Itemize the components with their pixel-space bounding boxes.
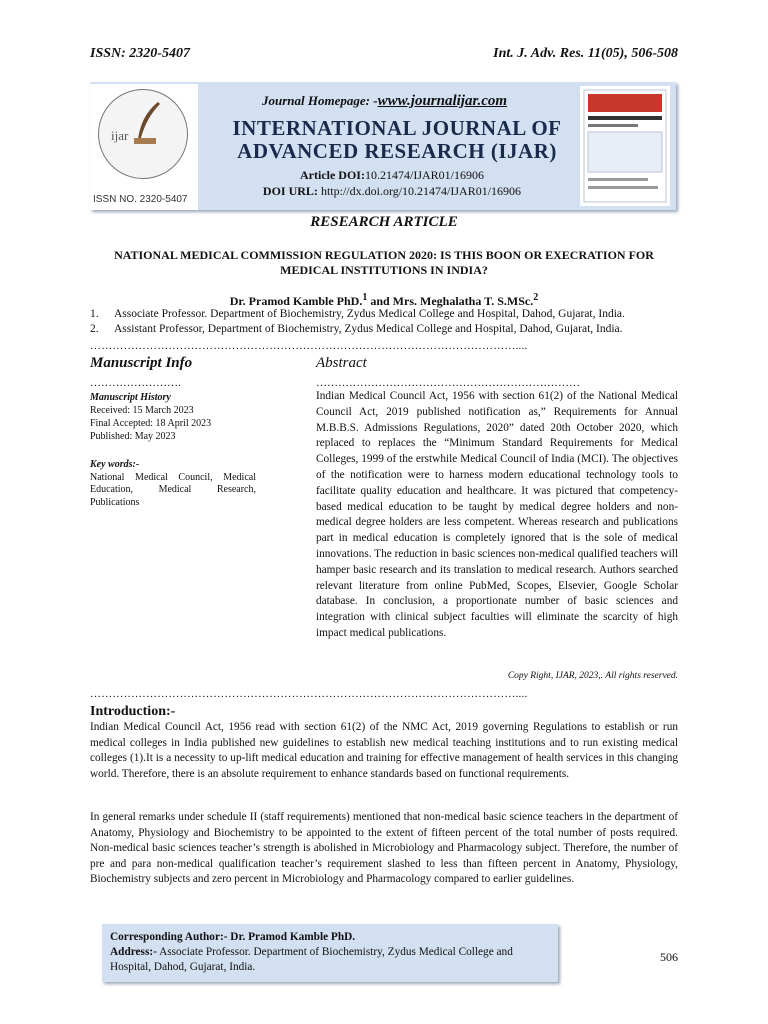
copyright-notice: Copy Right, IJAR, 2023,. All rights reserved. xyxy=(507,671,678,681)
keywords: Key words:- National Medical Council, Medical Education, Medical Research, Publications xyxy=(90,459,256,508)
doi-link[interactable]: http://dx.doi.org/10.21474/IJAR01/16906 xyxy=(320,184,522,198)
corresponding-author: Corresponding Author:- Dr. Pramod Kamble PhD. xyxy=(110,931,356,943)
citation-header: Int. J. Adv. Res. 11(05), 506-508 xyxy=(493,46,678,61)
logo-issn: ISSN NO. 2320-5407 xyxy=(93,194,188,205)
page-number: 506 xyxy=(660,950,678,964)
article-type: RESEARCH ARTICLE xyxy=(310,214,458,230)
homepage-link[interactable]: www.journalijar.com xyxy=(377,93,508,109)
author-line: Dr. Pramod Kamble PhD.$^1$ and Mrs. Meghalatha T. S.MSc.$^2$ xyxy=(229,292,539,308)
manuscript-history: Manuscript History Received: 15 March 2023 Final Accepted: 18 April 2023 Published: May 2023 xyxy=(90,392,212,442)
separator-dots: …………………………………………………………………………………………………….... xyxy=(90,340,528,352)
separator-dots: ……………………. xyxy=(90,377,181,389)
article-doi: Article DOI:10.21474/IJAR01/16906 xyxy=(300,168,484,182)
paragraph: Indian Medical Council Act, 1956 read with section 61(2) of the NMC Act, 2019 governing Regulations to establish or run medical colleges in India published new guidelines to establish new medical teaching institutions and to run existing medical colleges (1).It is a necessity to up-lift medical education and training for effective management of health services in this changing world. Therefore, there is an absolute requirement to enhance standards based on functional requirements. xyxy=(90,721,678,780)
journal-title: INTERNATIONAL JOURNAL OF ADVANCED RESEARCH (IJAR) xyxy=(232,116,562,163)
author-address: Address:- Associate Professor. Department of Biochemistry, Zydus Medical College and Hospital, Dahod, Gujarat, India. xyxy=(110,946,513,973)
introduction-heading: Introduction:- xyxy=(90,704,176,719)
journal-cover-thumbnail xyxy=(580,86,670,206)
manuscript-info-heading: Manuscript Info xyxy=(90,355,193,371)
journal-homepage: Journal Homepage: -www.journalijar.com xyxy=(262,93,508,109)
paragraph: In general remarks under schedule II (staff requirements) mentioned that non-medical basic science teachers in the department of Anatomy, Physiology and Biochemistry to be appointed to the extent of fifteen percent of the total number of posts required. Non-medical basic sciences teacher’s strength is abolished in Microbiology and Pharmacology subject. Therefore, the number of pre and para non-medical qualification teacher’s requirement slashed to less than fifteen percent in Anatomy, Physiology, Biochemistry subjects and zero percent in Microbiology and Pharmacology compared to earlier guidelines. xyxy=(90,811,678,886)
abstract-heading: Abstract xyxy=(316,355,367,371)
separator-dots: ……………………………………………………………… xyxy=(316,377,580,389)
issn-header: ISSN: 2320-5407 xyxy=(90,46,190,61)
article-title: NATIONAL MEDICAL COMMISSION REGULATION 2020: IS THIS BOON OR EXECRATION FOR MEDICAL INSTITUTIONS IN INDIA? xyxy=(114,248,654,277)
cover-image-icon xyxy=(580,86,670,206)
abstract-text: Indian Medical Council Act, 1956 with section 61(2) of the National Medical Council Act, 2019 published notification as,” Requirements for Annual M.B.B.S. Admissions Regulations, 2020” dated 20th October 2020, which replaced to replaces the “Minimum Standard Requirements for Medical Colleges, 1999 of the erstwhile Medical Council of India (MCI). The objectives of the notification were to harness modern educational technology tools to facilitate quality education and healthcare. It was pictured that competency-based medical education to be taught by medical degree holders and non-medical degree holders are less competent. Whereas research and publications part in medical education is completely ignored that is the sole of medical innovations. The reduction in basic sciences non-medical qualified teachers will hamper basic research and its translation to medical research. Authors searched relevant literature from online PubMed, Scopes, Elsevier, Google Scholar database. In conclusion, a proportionate number of basic sciences and integration with clinical subject faculties will eliminate the scarcity of high impact medical publications. xyxy=(316,390,678,639)
corresponding-author-box xyxy=(102,924,558,982)
logo-wordmark: ijar xyxy=(111,128,129,143)
running-header xyxy=(90,46,678,64)
affiliation-1: 1. Associate Professor. Department of Biochemistry, Zydus Medical College and Hospital, Dahod, Gujarat, India. xyxy=(90,308,625,320)
quill-icon xyxy=(130,100,164,148)
affiliation-2: 2. Assistant Professor, Department of Biochemistry, Zydus Medical College and Hospital, Dahod, Gujarat, India. xyxy=(90,323,623,335)
doi-url: DOI URL: http://dx.doi.org/10.21474/IJAR01/16906 xyxy=(262,184,522,198)
separator-dots: …………………………………………………………………………………………………….... xyxy=(90,688,528,700)
